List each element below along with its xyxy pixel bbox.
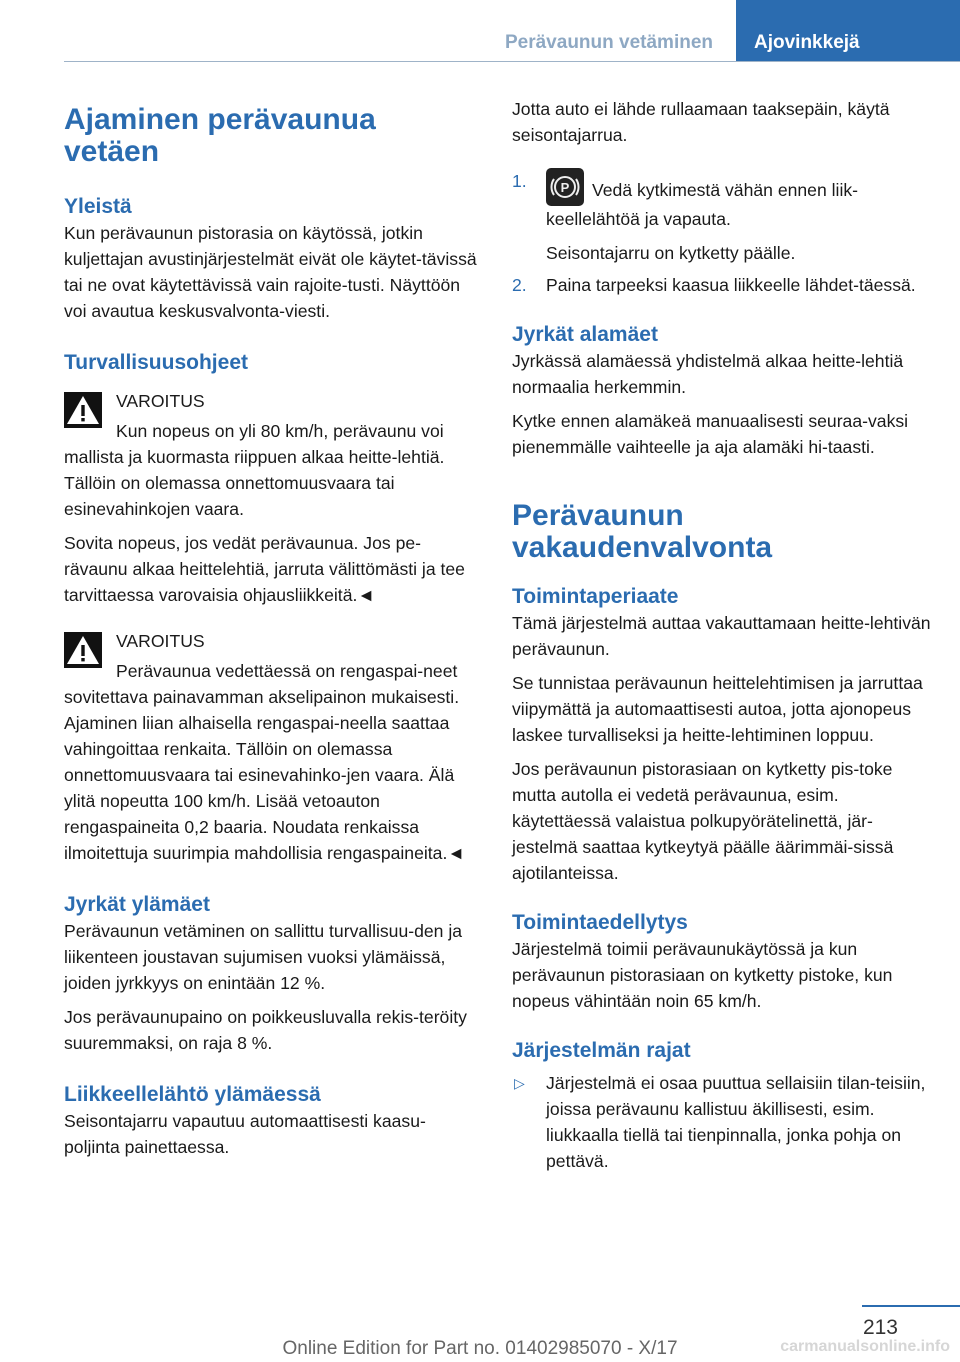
warning-block-1 <box>64 388 478 414</box>
step-text: Vedä kytkimestä vähän ennen liik-keellelähtöä ja vapauta. <box>546 180 859 229</box>
page-header <box>0 0 960 62</box>
uphill-text-1: Perävaunun vetäminen on sallittu turvallisuu-den ja liikenteen joustavan sujumisen vuoksi ylämäissä, joiden jyrkkyys on enintään 12 %. <box>64 921 463 993</box>
watermark: carmanualsonline.info <box>780 1338 950 1355</box>
step-number: 1. <box>512 171 527 191</box>
warning-triangle-icon <box>64 392 102 428</box>
principle-text-1: Tämä järjestelmä auttaa vakauttamaan heitte-lehtivän perävaunun. <box>512 613 931 659</box>
requirement-text: Järjestelmä toimii perävaunukäytössä ja kun perävaunun pistorasiaan on kytketty pistoke, kun nopeus vähintään noin 65 km/h. <box>512 939 893 1011</box>
step-text: Paina tarpeeksi kaasua liikkeelle lähdet-täessä. <box>546 275 916 295</box>
downhill-text-2: Kytke ennen alamäkeä manuaalisesti seuraa-vaksi pienemmälle vaihteelle ja aja alamäki hi-taasti. <box>512 411 909 457</box>
list-item <box>512 168 932 266</box>
step-subtext: Seisontajarru on kytketty päälle. <box>546 243 796 263</box>
parking-brake-icon <box>546 168 584 206</box>
heading-uphill: Jyrkät ylämäet <box>64 893 210 916</box>
warning-block-2 <box>64 628 478 654</box>
left-column <box>64 96 478 1160</box>
principle-text-2: Se tunnistaa perävaunun heittelehtimisen ja jarruttaa viipymättä ja automaattisesti autoa, jotta ajonopeus laskee turvalliseksi ja heitte-lehtiminen loppuu. <box>512 673 923 745</box>
heading-principle: Toimintaperiaate <box>512 585 679 608</box>
uphill-start-text: Seisontajarru vapautuu automaattisesti kaasu-poljinta painettaessa. <box>64 1111 426 1157</box>
warning1-text2: Sovita nopeus, jos vedät perävaunua. Jos pe-rävaunu alkaa heittelehtiä, jarruta välittömästi ja tee tarvittaessa varovaisia ohjausliikkeitä.◄ <box>64 533 465 605</box>
header-section-title: Perävaunun vetäminen <box>504 32 714 53</box>
section-title-stability: Perävaunun vakaudenvalvonta <box>512 499 773 564</box>
general-text: Kun perävaunun pistorasia on käytössä, jotkin kuljettajan avustinjärjestelmät eivät ole käytet-tävissä tai ne ovat käytettävissä vain rajoite-tusti. Näyttöön voi avautua keskusvalvonta-viesti. <box>64 223 477 321</box>
edition-note: Online Edition for Part no. 01402985070 - X/17 <box>282 1338 678 1359</box>
heading-safety: Turvallisuusohjeet <box>64 351 248 374</box>
warning2-title: VAROITUS <box>116 631 205 651</box>
heading-limits: Järjestelmän rajat <box>512 1039 691 1062</box>
page-title: Ajaminen perävaunua vetäen <box>64 103 376 168</box>
step-number: 2. <box>512 275 527 295</box>
heading-uphill-start: Liikkeellelähtö ylämäessä <box>64 1083 321 1106</box>
heading-general: Yleistä <box>64 195 132 218</box>
heading-requirement: Toimintaedellytys <box>512 911 688 934</box>
list-item <box>512 272 932 298</box>
list-item <box>512 1070 932 1174</box>
header-chapter-tab: Ajovinkkejä <box>736 0 960 62</box>
downhill-text-1: Jyrkässä alamäessä yhdistelmä alkaa heitte-lehtiä normaalia herkemmin. <box>512 351 904 397</box>
header-rule <box>64 61 960 62</box>
bullet-text: Järjestelmä ei osaa puuttua sellaisiin tilan-teisiin, joissa perävaunu kallistuu äkillisesti, esim. liukkaalla tiellä tai tienpinnalla, jonka pohja on pettävä. <box>546 1073 926 1171</box>
page-number: 213 <box>862 1316 898 1339</box>
warning1-text: Kun nopeus on yli 80 km/h, perävaunu voi mallista ja kuormasta riippuen alkaa heitte-lehtiä. Tällöin on olemassa onnettomuusvaara tai esinevahinkojen vaara. <box>64 421 445 519</box>
uphill-text-2: Jos perävaunupaino on poikkeusluvalla rekis-teröity suuremmaksi, on raja 8 %. <box>64 1007 467 1053</box>
heading-downhill: Jyrkät alamäet <box>512 323 658 346</box>
warning-triangle-icon <box>64 632 102 668</box>
bullet-triangle-icon: ▷ <box>514 1075 525 1091</box>
right-column <box>512 96 932 1174</box>
footer-rule <box>862 1305 960 1307</box>
warning2-text: Perävaunua vedettäessä on rengaspai-neet sovitettava painavamman akselipainon mukaisesti. Ajaminen liian alhaisella rengaspai-neella saattaa vahingoittaa renkaita. Tällöin on olemassa onnettomuusvaara tai esinevahinko-jen vaara. Älä ylitä nopeutta 100 km/h. Lisää vetoauton rengaspaineita 0,2 baaria. Noudata renkaissa ilmoitettuja suurimpia mahdollisia rengaspaineita.◄ <box>64 661 465 863</box>
principle-text-3: Jos perävaunun pistorasiaan on kytketty pis-toke mutta autolla ei vedetä perävaunua, esim. käytettäessä valaistua polkupyörätelinettä, jär-jestelmä saattaa kytkeytyä päälle äärimmäi-sissä ajotilanteissa. <box>512 759 894 883</box>
steps-list <box>512 168 932 298</box>
limits-list <box>512 1070 932 1174</box>
svg-text:P: P <box>560 180 570 195</box>
parking-brake-intro: Jotta auto ei lähde rullaamaan taaksepäin, käytä seisontajarrua. <box>512 99 890 145</box>
warning1-title: VAROITUS <box>116 391 205 411</box>
